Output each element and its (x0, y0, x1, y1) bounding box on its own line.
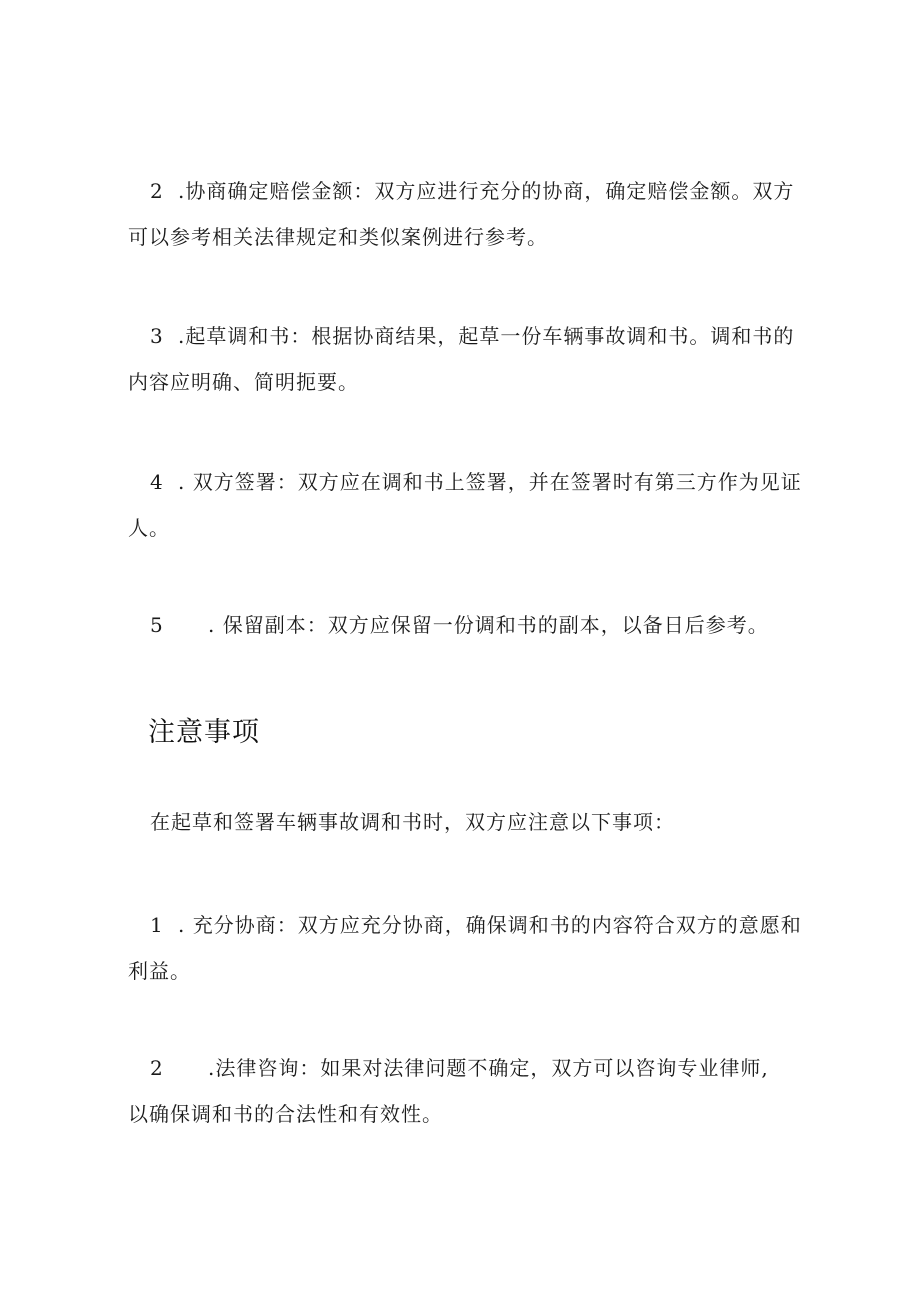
section-heading: 注意事项 (148, 717, 260, 748)
item-text: .法律咨询：如果对法律问题不确定，双方可以咨询专业律师, (208, 1056, 769, 1080)
step-text: . 双方签署：双方应在调和书上签署，并在签署时有第三方作为见证 (178, 470, 802, 494)
step-5 (128, 602, 828, 648)
item-text-continued: 以确保调和书的合法性和有效性。 (128, 1102, 443, 1126)
step-text-continued: 可以参考相关法律规定和类似案例进行参考。 (128, 225, 548, 249)
note-item-1 (128, 902, 828, 994)
step-2 (128, 168, 828, 260)
item-number: 1 (150, 913, 164, 937)
section-intro: 在起草和签署车辆事故调和书时，双方应注意以下事项： (150, 810, 675, 834)
step-3 (128, 313, 828, 405)
step-text-continued: 内容应明确、简明扼要。 (128, 370, 359, 394)
step-number: 5 (150, 613, 164, 637)
item-text: . 充分协商：双方应充分协商，确保调和书的内容符合双方的意愿和 (178, 913, 802, 937)
step-number: 3 (150, 324, 164, 348)
item-number: 2 (150, 1056, 164, 1080)
step-number: 2 (150, 179, 164, 203)
step-text-continued: 人。 (128, 516, 170, 540)
step-text: .协商确定赔偿金额：双方应进行充分的协商，确定赔偿金额。双方 (178, 179, 795, 203)
step-4 (128, 459, 828, 551)
item-text-continued: 利益。 (128, 959, 191, 983)
step-text: . 保留副本：双方应保留一份调和书的副本，以备日后参考。 (208, 613, 769, 637)
note-item-2 (128, 1045, 828, 1137)
step-text: .起草调和书：根据协商结果，起草一份车辆事故调和书。调和书的 (178, 324, 795, 348)
step-number: 4 (150, 470, 164, 494)
